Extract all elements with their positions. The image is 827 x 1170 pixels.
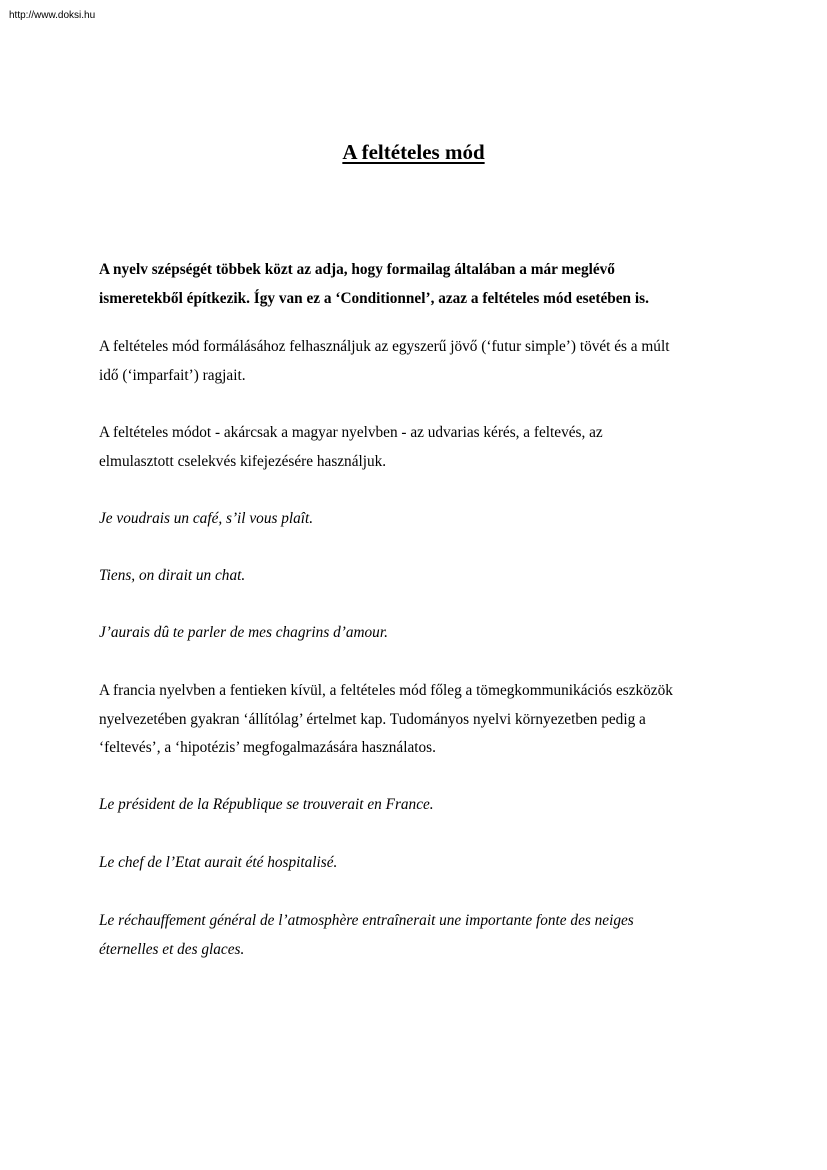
intro-paragraph — [99, 256, 739, 313]
paragraph-line: Tiens, on dirait un chat. — [99, 567, 246, 584]
paragraph-line: idő (‘imparfait’) ragjait. — [99, 366, 246, 384]
example-sentence — [99, 505, 739, 534]
paragraph-line: ismeretekből építkezik. Így van ez a ‘Conditionnel’, azaz a feltételes mód esetében is. — [99, 289, 649, 307]
paragraph-line: Le chef de l’Etat aurait été hospitalisé. — [99, 854, 338, 871]
paragraph-line: Le président de la République se trouverait en France. — [99, 796, 434, 813]
paragraph-line: nyelvezetében gyakran ‘állítólag’ értelmet kap. Tudományos nyelvi környezetben pedig a — [99, 710, 646, 728]
paragraph-line: elmulasztott cselekvés kifejezésére használjuk. — [99, 452, 387, 470]
paragraph-line: A feltételes módot - akárcsak a magyar nyelvben - az udvarias kérés, a feltevés, az — [99, 424, 603, 441]
page-title: A feltételes mód — [342, 140, 485, 164]
example-sentence — [99, 562, 739, 591]
source-url: http://www.doksi.hu — [9, 10, 96, 21]
paragraph-line: J’aurais dû te parler de mes chagrins d’amour. — [99, 624, 388, 641]
paragraph-line: A nyelv szépségét többek közt az adja, hogy formailag általában a már meglévő — [99, 261, 615, 278]
paragraph-line: A francia nyelvben a fentieken kívül, a feltételes mód főleg a tömegkommunikációs eszközök — [99, 682, 673, 699]
formation-paragraph — [99, 333, 739, 390]
paragraph-line: Je voudrais un café, s’il vous plaît. — [99, 510, 314, 527]
example-sentence — [99, 619, 739, 648]
paragraph-line: Le réchauffement général de l’atmosphère entraînerait une importante fonte des neiges — [99, 912, 634, 929]
paragraph-line: A feltételes mód formálásához felhasználjuk az egyszerű jövő (‘futur simple’) tövét és a múlt — [99, 338, 670, 355]
example-sentence — [99, 791, 739, 820]
paragraph-line: ‘feltevés’, a ‘hipotézis’ megfogalmazására használatos. — [99, 739, 436, 756]
media-usage-paragraph — [99, 677, 739, 763]
example-sentence — [99, 849, 739, 878]
paragraph-line: éternelles et des glaces. — [99, 940, 245, 958]
usage-paragraph — [99, 419, 739, 476]
example-sentence — [99, 907, 739, 964]
